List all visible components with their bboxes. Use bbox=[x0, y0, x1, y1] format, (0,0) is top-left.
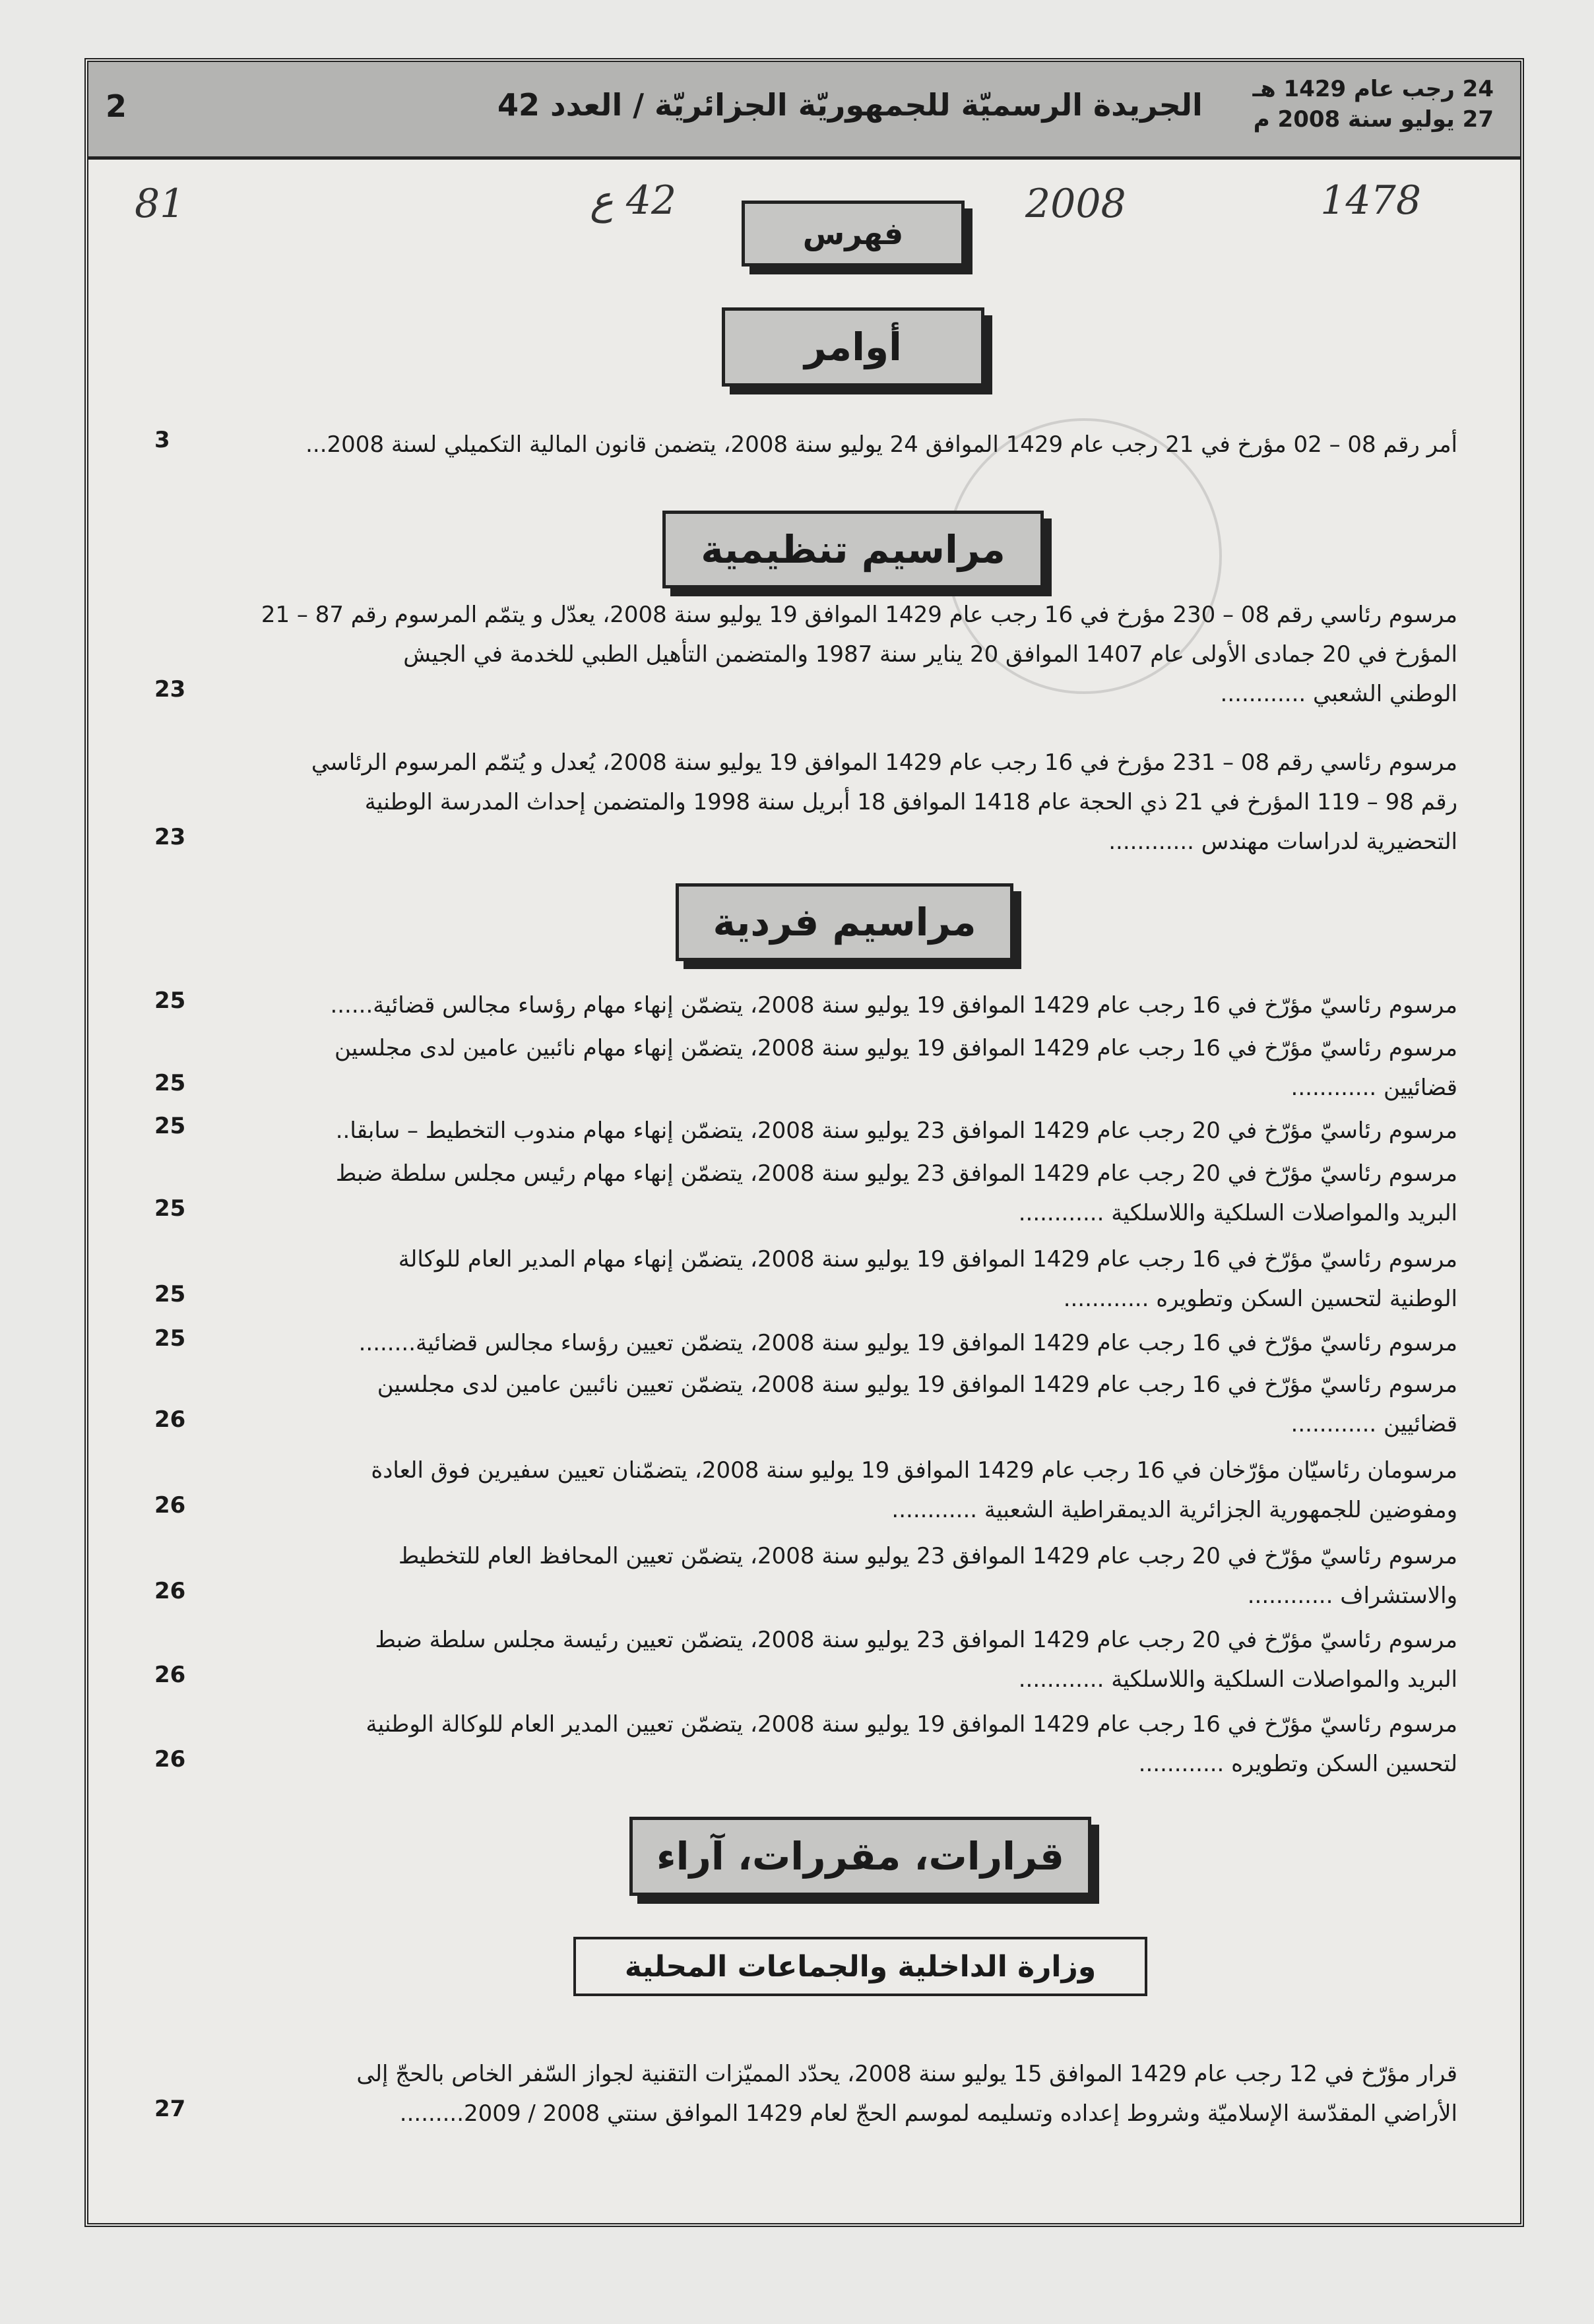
entry-page: 26 bbox=[154, 1578, 186, 1604]
entry-text: مرسوم رئاسي رقم 08 – 231 مؤرخ في 16 رجب عام 1429 الموافق 19 يوليو سنة 2008، يُعدل و يُتمّم المرسوم الرئاسي bbox=[311, 749, 1457, 776]
toc-entry bbox=[187, 1154, 1457, 1233]
entry-text: مرسومان رئاسيّان مؤرّخان في 16 رجب عام 1429 الموافق 19 يوليو سنة 2008، يتضمّنان تعيين سفيرين فوق العادة bbox=[371, 1457, 1457, 1484]
entry-page: 23 bbox=[154, 824, 186, 850]
entry-text: رقم 98 – 119 المؤرخ في 21 ذي الحجة عام 1418 الموافق 18 أبريل سنة 1998 والمتضمن إحداث المدرسة الوطنية bbox=[364, 789, 1457, 815]
toc-entry bbox=[187, 1323, 1457, 1363]
entry-text: مرسوم رئاسيّ مؤرّخ في 16 رجب عام 1429 الموافق 19 يوليو سنة 2008، يتضمّن إنهاء مهام رؤساء مجالس قضائية...... bbox=[330, 992, 1457, 1019]
entry-text: التحضيرية لدراسات مهندس ..... bbox=[187, 822, 1457, 862]
entry-text: لتحسين السكن وتطويره ..... bbox=[187, 1744, 1457, 1784]
header-dates bbox=[1252, 74, 1494, 135]
section-decisions: قرارات، مقررات، آراء bbox=[629, 1817, 1091, 1896]
entry-text: مرسوم رئاسيّ مؤرّخ في 16 رجب عام 1429 الموافق 19 يوليو سنة 2008، يتضمّن إنهاء مهام المدير العام للوكالة bbox=[398, 1246, 1457, 1272]
entry-text: البريد والمواصلات السلكية واللاسلكية ..... bbox=[187, 1660, 1457, 1699]
entry-text: قضائيين ..... bbox=[187, 1068, 1457, 1108]
toc-entry bbox=[187, 1111, 1457, 1150]
section-ministry-interior: وزارة الداخلية والجماعات المحلية bbox=[573, 1937, 1147, 1996]
toc-entry bbox=[187, 2054, 1457, 2133]
entry-text: مرسوم رئاسيّ مؤرّخ في 20 رجب عام 1429 الموافق 23 يوليو سنة 2008، يتضمّن إنهاء مهام مندوب التخطيط – سابقا.. bbox=[335, 1117, 1457, 1144]
entry-text: الوطني الشعبي ..... bbox=[187, 674, 1457, 714]
toc-entry bbox=[187, 1365, 1457, 1444]
entry-text: أمر رقم 08 – 02 مؤرخ في 21 رجب عام 1429 الموافق 24 يوليو سنة 2008، يتضمن قانون المالية التكميلي لسنة 2008... bbox=[305, 431, 1457, 458]
toc-entry bbox=[187, 425, 1457, 464]
page-header bbox=[88, 62, 1520, 160]
entry-page: 26 bbox=[154, 1662, 186, 1688]
entry-text: قضائيين ..... bbox=[187, 1404, 1457, 1444]
entry-page: 25 bbox=[154, 1113, 186, 1139]
entry-text: مرسوم رئاسيّ مؤرّخ في 20 رجب عام 1429 الموافق 23 يوليو سنة 2008، يتضمّن تعيين رئيسة مجلس سلطة ضبط bbox=[375, 1627, 1457, 1653]
entry-page: 23 bbox=[154, 676, 186, 703]
entry-page: 25 bbox=[154, 1281, 186, 1307]
page-frame bbox=[84, 58, 1524, 2227]
entry-text: قرار مؤرّخ في 12 رجب عام 1429 الموافق 15 يوليو سنة 2008، يحدّد المميّزات التقنية لجواز السّفر الخاص بالحجّ إلى bbox=[356, 2061, 1457, 2087]
entry-text: مرسوم رئاسيّ مؤرّخ في 16 رجب عام 1429 الموافق 19 يوليو سنة 2008، يتضمّن تعيين المدير العام للوكالة الوطنية bbox=[366, 1711, 1457, 1738]
entry-page: 3 bbox=[154, 427, 170, 453]
gregorian-date: 27 يوليو سنة 2008 م bbox=[1253, 106, 1494, 133]
toc-entry bbox=[187, 595, 1457, 714]
section-orders: أوامر bbox=[722, 307, 984, 387]
handwritten-note: 81 bbox=[135, 181, 185, 227]
handwritten-note: 2008 bbox=[1025, 181, 1126, 227]
section-regulatory-decrees: مراسيم تنظيمية bbox=[662, 511, 1044, 588]
entry-page: 25 bbox=[154, 1070, 186, 1096]
journal-title: الجريدة الرسميّة للجمهوريّة الجزائريّة / العدد 42 bbox=[497, 87, 1203, 123]
entry-text: المؤرخ في 20 جمادى الأولى عام 1407 الموافق 20 يناير سنة 1987 والمتضمن التأهيل الطبي للخدمة في الجيش bbox=[403, 641, 1457, 668]
toc-entry bbox=[187, 986, 1457, 1025]
toc-entry bbox=[187, 1451, 1457, 1530]
entry-text: مرسوم رئاسي رقم 08 – 230 مؤرخ في 16 رجب عام 1429 الموافق 19 يوليو سنة 2008، يعدّل و يتمّم المرسوم رقم 87 – 21 bbox=[261, 602, 1457, 628]
entry-text: الوطنية لتحسين السكن وتطويره ..... bbox=[187, 1279, 1457, 1319]
entry-text: والاستشراف ..... bbox=[187, 1576, 1457, 1616]
toc-entry bbox=[187, 1028, 1457, 1108]
entry-text: مرسوم رئاسيّ مؤرّخ في 16 رجب عام 1429 الموافق 19 يوليو سنة 2008، يتضمّن إنهاء مهام نائبين عامين لدى مجلسين bbox=[335, 1035, 1457, 1061]
entry-text: الأراضي المقدّسة الإسلاميّة وشروط إعداده وتسليمه لموسم الحجّ لعام 1429 الموافق سنتي 2008 / 2009......... bbox=[399, 2100, 1457, 2127]
section-index: فهرس bbox=[742, 201, 965, 267]
toc-entry bbox=[187, 1240, 1457, 1319]
entry-page: 26 bbox=[154, 1492, 186, 1519]
entry-page: 27 bbox=[154, 2096, 186, 2122]
entry-page: 26 bbox=[154, 1746, 186, 1773]
page-number: 2 bbox=[106, 88, 127, 124]
entry-text: مرسوم رئاسيّ مؤرّخ في 16 رجب عام 1429 الموافق 19 يوليو سنة 2008، يتضمّن تعيين رؤساء مجالس قضائية........ bbox=[358, 1330, 1457, 1356]
entry-text: البريد والمواصلات السلكية واللاسلكية ..... bbox=[187, 1193, 1457, 1233]
entry-page: 25 bbox=[154, 1195, 186, 1222]
entry-page: 26 bbox=[154, 1406, 186, 1433]
entry-page: 25 bbox=[154, 1325, 186, 1352]
section-individual-decrees: مراسيم فردية bbox=[676, 883, 1013, 961]
entry-text: ومفوضين للجمهورية الجزائرية الديمقراطية الشعبية ..... bbox=[187, 1490, 1457, 1530]
entry-text: مرسوم رئاسيّ مؤرّخ في 16 رجب عام 1429 الموافق 19 يوليو سنة 2008، يتضمّن تعيين نائبين عامين لدى مجلسين bbox=[377, 1371, 1457, 1398]
toc-entry bbox=[187, 1705, 1457, 1784]
hijri-date: 24 رجب عام 1429 هـ bbox=[1252, 76, 1494, 102]
handwritten-note: 42 ع bbox=[590, 177, 677, 224]
entry-text: مرسوم رئاسيّ مؤرّخ في 20 رجب عام 1429 الموافق 23 يوليو سنة 2008، يتضمّن إنهاء مهام رئيس مجلس سلطة ضبط bbox=[335, 1160, 1457, 1187]
entry-text: مرسوم رئاسيّ مؤرّخ في 20 رجب عام 1429 الموافق 23 يوليو سنة 2008، يتضمّن تعيين المحافظ العام للتخطيط bbox=[398, 1543, 1457, 1569]
entry-page: 25 bbox=[154, 988, 186, 1014]
toc-entry bbox=[187, 1620, 1457, 1699]
toc-entry bbox=[187, 743, 1457, 862]
handwritten-note: 1478 bbox=[1320, 177, 1421, 224]
toc-entry bbox=[187, 1536, 1457, 1616]
